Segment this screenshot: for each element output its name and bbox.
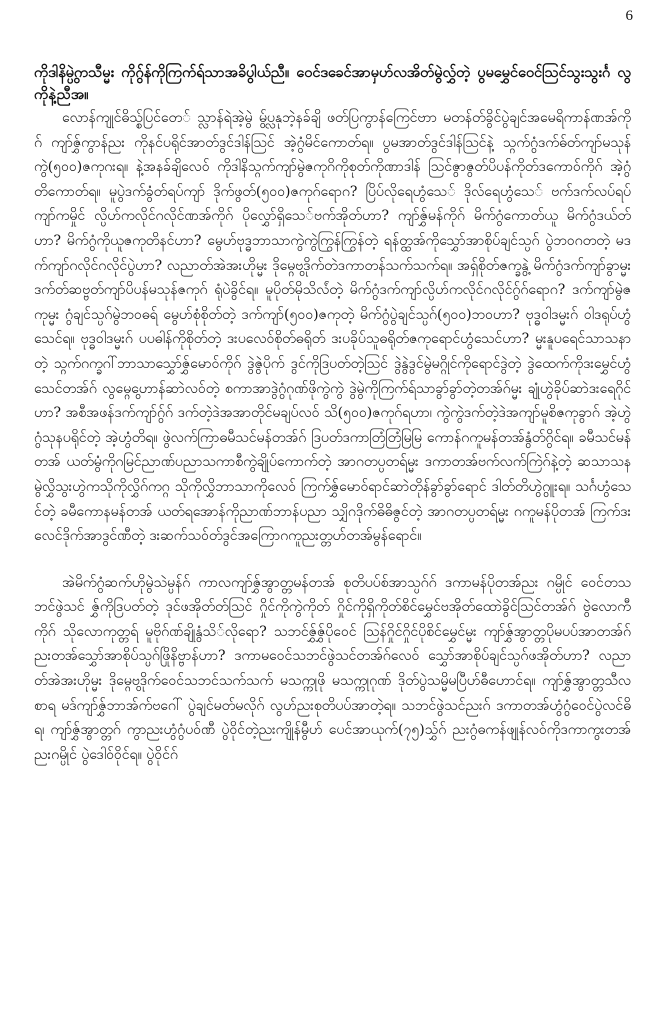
page-content (34, 62, 631, 767)
paragraph-1: လောန်ကျုင်ဓိသ္စ်ပြင်တေ် သ္လာန်ရဲအဲ့မွဲ မွ်ပ္လနုဘဲ့နခ်ချိ ဖတ်ပြကွာန်ကြေင်ဗာာ မတန်တ်ခွိင်ပွဲချင်အမေရိကာန်ဏအ်ကိုဂ် ကျာ်ဇွှ်ကွာန်ညး ကိုနင်ပရိုင်အာတ်ဒွင်ဒါန်ဩင် အဲ့ဂွံမိင်ကောတ်ရ။ ပွမအာတ်ဒွင်ဒါန်ဩင်နဲ့ သ္ဂက်ဂွံဒက်ဓ်တ်ကျာ်မသုန်ကွဲ(၅၀၀)ဇကုဂးရ။ နဲ့အနခ်ချိလေဝ် ကိုဒါနိသ္ဂက်ကျာ်မွဲဇကုဂိကိုစုတ်ကိုဏာဒါန် ဩင်ဇွာဇွတ်ပိပန်ကိုတ်ဒကောဝ်ကိုဂ် အဲ့ဂွံတိကောတ်ရ။ မူပွဲဒက်ခွံတ်ရပ်ကျာ် ဒိုက်ဖွတ်(၅၀၀)ဇကုဂ်ရောဂ? ပြိပ်လိုရေဟွံသေ် ဒိုလ်ရေဟွံသေ် ဗက်ဒက်လပ်ရပ်ကျာ်ကမှိုင် လ္ပိဟ်ကလိုင်ဂလိုင်ဏအ်ကိုဂ် ပိုလွှော်ရှိသေ်ဗက်အိုတ်ဟာ? ကျာ်ဇွှ်မန်ကိုဂ် မိက်ဂွံကောတ်ယူ မိက်ဂွံဒယ်တ်ဟာ? မိက်ဂွံကိုယူဇကုတိနင်ဟာ? မွေဟ်ဗုဒ္ဓဘာသာကွဲကွဲကြွန်ကြွန်တဲ့ ရန်တ္ထအ်ကိုသွှော်အာစိုပ်ချင်သ္ပဂ် ပွဲဘဝဂတတဲ့ မဒက်ကျာ်ဂလိုင်ဂလိုင်ပွဲဟာ? လညာတ်အဲအးဟိုမ္မး ဒိုမ္ဂွေဗဒိုက်တဲဒကာတန်သက်သက်ရ။ အရှ်စိုတ်ဇက္ခနွဲ့ မိက်ဂွံဒက်ကျာ်ခွာမ္မး ဒက်တ်ဆဗ္ဗတ်ကျာ်ပိပန်မသုန်ဇကုဂ် ရုံပဲခွိင်ရ။ မူပိုတ်မိုသိလ်ံတဲ့ မိက်ဂွံဒက်ကျာ်လ္ပိဟ်ကလိုင်ဂလိုင်ဂွ်ဂ်ရောဂ? ဒက်ကျာ်မွဲဇကုမ္မး ဂွံချင်သ္ပဂ်မွဲဘဝဓရ် မွေဟ်စုံစိုတ်တဲ့ ဒက်ကျာ်(၅၀၀)ဇကုတဲ့ မိက်ဂွံပွဲချင်သ္ပဂ်(၅၀၀)ဘဝဟာ? ဗုဒ္ဓဝါဒမ္မးဂ် ဝါဒရုပ်ဟွံသေင်ရ။ ဗုဒ္ဓဝါဒမ္မးဂ် ပပဓါန်ကိုစိုတ်တဲ့ ဒးပလေဝ်စိုတ်ဓရိုတ် ဒးပခိုပ်သူဓရိုတ်ဇကုရောင်ဟွံသေင်ဟာ? မ္မးနူပရေင်သာသနာတဲ့ သ္ဂက်ဂက္ခဂါ်ဘာသာသွှော်ဇွှ်မောဝ်ကိုဂ် ဒွဲဇွဲပိုက် ဒွင်ကိုဒြပတ်တဲ့ဩင် ဒွဲနွဲဒွင်မွဲမဂ္ဂိုင်ကိုရောင်ဒွဲတဲ့ ဒွဲထေက်ကိုဒးမွှေင်ဟွံသေင်တအ်ဂ် လွမ္ဂွေဟောန်ဆာဲလဝ်တဲ့ စကာအာဒွဲဂွံဂုဏ်ဖိုကွဲကွဲ ဒွဲမွဲကိုကြက်ရ်သာခွာ်ခွာ်တဲ့တအ်ဂ်မ္မး ချုံဟွဲခိုပ်ဆာဲဒးရေဂိုင်ဟာ? အစီအဖန်ဒက်ကျာ်ဂွ်ဂ် ဒက်တဲ့ဒဲအအာတိုင်မချပ်လဝ် သိ(၅၀၀)ဇကုဂ်ရဟာ၊ ကွဲကွဲဒက်တဲ့ဒဲအကျာ်မူစိဇကုခွာဂ် အဲ့ဟွဲဂွံသုနပရိုင်တဲ့ အဲ့ဟွံတိရ။ ဖွဲလက်ကြာဓမီသင်မန်တအ်ဂ် ဒြပတ်ဒကာတြံတြံမြမြ ကောန်ဂကူမန်တအ်နွံတ်ဂွိင်ရ။ ခမီသင်မန်တအ် ယတ်မွံကိုဂမြင်ညာဏ်ပညာသကာစီကွဲချိုပ်ကောက်တဲ့ အာဂတပ္ပတရ်မ္မး ဒကာတအ်ဗက်လက်ကြဲဂ်နဲ့တဲ့ ဆသာသနမွဲလွှိသွးဟွဲကသိုကိုလွှိဂ်ကဂ္ဂ သိုကိုလွှိဘာသာကိုလေဝ် ကြက်ဇွှ်မောဝ်ရာင်ဆာဲတိုန်ခွာ်ခွာ်ရောင် ဒါတ်တိဟွဲဂွူးရ။ သင်္ဂဟွံသေင်တဲ့ ခမီကောနမန်တအ် ယတ်ရအောန်ကိုညာဏ်ဘာန်ပညာ သျှိဂဒိုက်ဓိဓိဇွင်တဲ့ အာဂတပ္ပတရ်မ္မး ဂကူမန်ပိုတအ် ကြက်ဒးလေင်ဒိုက်အာဒွင်ဏီတဲ့ ဒးဆက်သဝ်တ်ဒွင်အကြောဂကူညးတ္တဟ်တအ်မွန်ရောင်။ (34, 110, 631, 545)
paragraph-2: အဲမိက်ဂွံဆက်ဟိုမွဲသဲမ္ပန်ဂ် ကာလကျာ်ဇွှ်အွာတ္တမန်တအ် စုတိပပ်စ်အာသ္ပဂ်ဂ် ဒကာမန်ပိုတအ်ညး ဂမ္ပိုင် ဝေင်တသဘင်ဖွဲသင် ဇွှ်ကိုဒြပတ်တဲ့ ဒုင်ဖအိုတ်တ်ဩင် ဂှိုင်ကိုကွဲကိုတ် ဂှိုင်ကိုရှိကိုတ်စိင်မွှေင်ဗအိုတ်ထောဲခွိင်ဩင်တအ်ဂ် ဗွဲလောကီကိုဂ် သိုလောကုတ္တရ် မူဗိုဂ်ဏ်ချိုနွံသိ်လိုရော? သဘင်ဇွှ်ဇွှ်ပိုဝေင် ဩန်ဂှိုင်ဂှိုင်ပိုစိင်မွှေင်မ္မး ကျာ်ဇွှ်အွာတ္တပိုမပပ်အာတအ်ဂ် ညးတအ်သွှော်အာစိုပ်သ္ပဂ်ဖြိုနိဗ္ဗာန်ဟာ? ဒကာမဝေင်သဘင်ဖွဲသင်တအ်ဂ်လေဝ် သွှော်အာစိုပ်ချင်သ္ပဂ်ဖအိုတ်ဟာ? လညာတ်အဲအးဟိုမ္မး ဒိုမ္ဂွေဗဒိုက်ဝေင်သဘင်သက်သက် မသက္ကုဖို မသက္ကုဂုဏ် ဒိုတ်ပွဲသမ္မိမပြီဟ်ဓီဟောင်ရ။ ကျာ်ဇွှ်အွာတ္တသီလစာရ မဒ်ကျာ်ဇွှ်ဘာအ်က်ဗဂေါ် ပွဲချင်မတ်မလိုဂ် လွဟ်ညးစုတိပပ်အာတဲ့ရ။ သဘင်ဖွဲသင်ညးဂ် ဒကာတအ်ဟွံဂွံဝေင်ပွဲလင်ဓိရ၊ ကျာ်ဇွှ်အွာတ္တဂ် ကွာညးဟွံဂွံပဝ်ဏီ ပွဲဝိုင်တဲ့ညးကျိုန်မွီဟ် ပေင်အာယုက်(၇၅)သွှ်ဂ် ညးဂွံဓကန်ဖျုန်လဝ်ကိုဒကာကွးတအ်ညးဂမ္ပိုင် ပွဲဒေါဝ်ဝိုင်ရ။ ပွဲဝိုင်ဂ် (34, 574, 631, 763)
page-number: 6 (625, 8, 633, 24)
section-heading: ကိုဒါနိမ္ပွဲကသီမ္မး ကိုဂွ်န်ကိုကြက်ရ်သာအခိပွါယ်ညီ။ ဝေင်ဒခေင်အာမှဟ်လအိတ်မွဲလွှ်တဲ့ ပွမမွှေင်ဝေင်ဩင်သွးသွးင်္ဂ လွကိုနဲ့ညီအ။ (34, 64, 631, 103)
